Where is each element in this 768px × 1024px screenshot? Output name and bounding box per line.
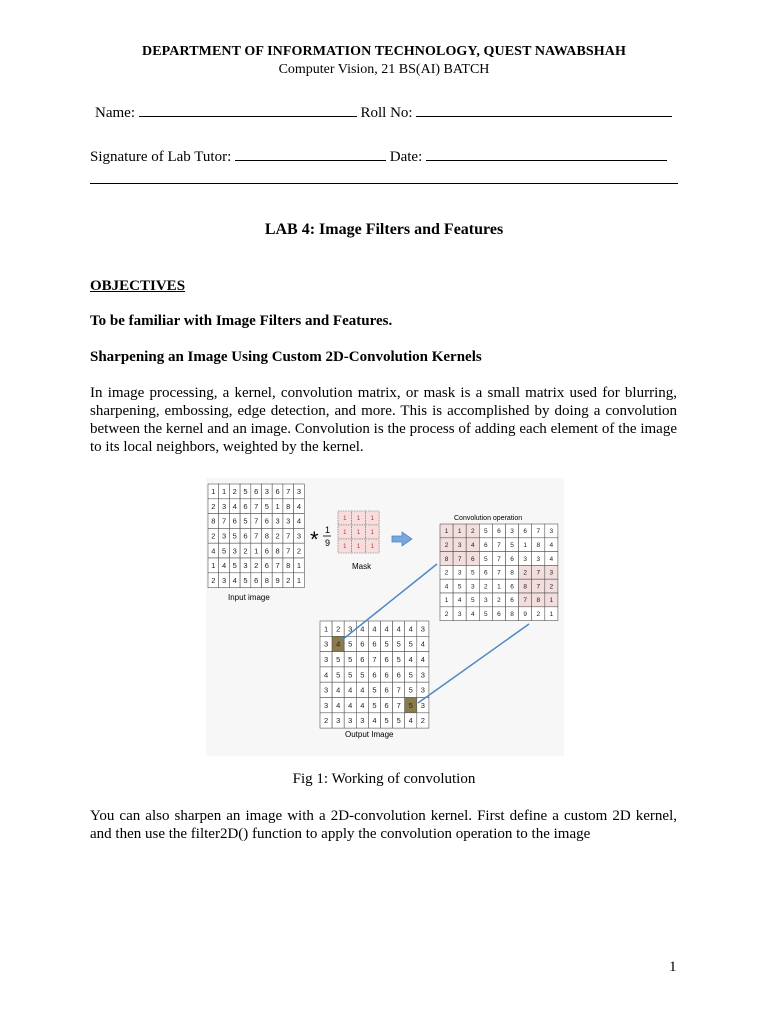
output-grid [320, 621, 429, 728]
grid-cell-value: 3 [323, 654, 329, 664]
fraction-numerator: 1 [325, 525, 331, 535]
grid-cell-value: 8 [275, 546, 280, 556]
roll-blank [416, 103, 672, 117]
grid-cell-value: 7 [396, 685, 401, 695]
grid-cell-value: 4 [408, 654, 413, 664]
grid-cell-value: 2 [444, 569, 449, 577]
grid-cell-value: 4 [296, 501, 302, 511]
grid-cell-value: 7 [254, 531, 259, 541]
grid-cell-value: 3 [420, 670, 425, 680]
grid-cell-value: 5 [243, 575, 248, 585]
grid-cell-value: 4 [348, 700, 353, 710]
grid-cell-value: 1 [370, 544, 374, 551]
grid-cell-value: 3 [360, 716, 365, 726]
grid-cell-value: 6 [372, 670, 377, 680]
input-image-label: Input image [228, 593, 270, 602]
grid-cell-value: 2 [497, 597, 501, 605]
grid-cell-value: 5 [396, 639, 401, 649]
grid-cell-value: 4 [420, 639, 425, 649]
grid-cell-value: 4 [408, 624, 413, 634]
grid-cell-value: 2 [444, 542, 449, 550]
grid-cell-value: 5 [336, 654, 341, 664]
grid-cell-value: 7 [497, 542, 501, 550]
grid-cell-value: 5 [336, 670, 341, 680]
grid-cell-value: 3 [470, 583, 475, 591]
grid-cell-value: 5 [408, 639, 413, 649]
grid-cell-value: 3 [420, 700, 425, 710]
grid-cell-value: 6 [275, 487, 280, 497]
grid-cell-value: 2 [275, 531, 280, 541]
grid-cell-value: 5 [243, 516, 248, 526]
grid-cell-value: 7 [286, 531, 291, 541]
grid-cell-value: 4 [360, 624, 365, 634]
grid-cell-value: 7 [275, 561, 280, 571]
grid-cell-value: 4 [457, 597, 462, 605]
grid-cell-value: 6 [523, 528, 527, 536]
grid-cell-value: 2 [286, 575, 291, 585]
grid-cell-value: 3 [275, 516, 280, 526]
grid-cell-value: 3 [510, 528, 514, 536]
grid-cell-value: 4 [221, 561, 227, 571]
grid-cell-value: 4 [336, 700, 341, 710]
name-label: Name: [95, 105, 135, 121]
grid-cell-value: 2 [336, 624, 341, 634]
grid-cell-value: 5 [484, 555, 488, 563]
grid-cell-value: 5 [408, 685, 413, 695]
signature-blank [235, 147, 386, 161]
grid-cell-value: 2 [211, 575, 216, 585]
grid-cell-value: 5 [484, 528, 488, 536]
grid-cell-value: 8 [536, 597, 541, 605]
grid-cell-value: 5 [384, 716, 389, 726]
grid-cell-value: 8 [510, 569, 514, 577]
grid-cell-value: 3 [221, 575, 227, 585]
grid-cell-value: 4 [232, 575, 237, 585]
output-image-label: Output Image [345, 730, 394, 739]
grid-cell-value: 6 [232, 516, 237, 526]
grid-cell-value: 6 [470, 555, 475, 563]
grid-cell-value: 1 [356, 530, 361, 537]
grid-cell-value: 3 [323, 685, 329, 695]
grid-cell-value: 1 [549, 611, 554, 619]
grid-cell-value: 4 [549, 542, 554, 550]
signature-label: Signature of Lab Tutor: [90, 149, 232, 165]
lab-title: LAB 4: Image Filters and Features [264, 221, 504, 238]
name-roll-line [95, 103, 672, 122]
grid-cell-value: 7 [286, 546, 291, 556]
grid-cell-value: 8 [444, 555, 449, 563]
grid-cell-value: 5 [360, 670, 365, 680]
grid-cell-value: 3 [221, 501, 227, 511]
grid-cell-value: 1 [254, 546, 259, 556]
grid-cell-value: 4 [444, 583, 449, 591]
grid-cell-value: 8 [523, 583, 527, 591]
intro-paragraph: In image processing, a kernel, convolution matrix, or mask is a small matrix used for blurring, sharpening, embossing, edge detection, and more. This is accomplished by doing a convolution between the kernel and an image. Convolution is the process of adding each element of the image to its local neighbors, weighted by the kernel. [90, 385, 677, 455]
grid-cell-value: 3 [243, 561, 248, 571]
grid-cell-value: 2 [232, 487, 237, 497]
grid-cell-value: 1 [444, 528, 449, 536]
grid-cell-value: 3 [296, 531, 302, 541]
grid-cell-value: 6 [510, 583, 514, 591]
grid-cell-value: 5 [396, 716, 401, 726]
grid-cell-value: 4 [232, 501, 237, 511]
grid-cell-value: 4 [549, 555, 554, 563]
grid-cell-value: 1 [457, 528, 462, 536]
grid-cell-value: 1 [296, 561, 302, 571]
grid-cell-value: 3 [323, 639, 329, 649]
grid-cell-value: 2 [536, 611, 541, 619]
grid-cell-value: 6 [264, 561, 269, 571]
grid-cell-value: 3 [348, 716, 353, 726]
grid-cell-value: 2 [323, 716, 329, 726]
input-grid [208, 484, 304, 588]
grid-cell-value: 5 [348, 670, 353, 680]
grid-cell-value: 6 [384, 670, 389, 680]
course-subtitle: Computer Vision, 21 BS(AI) BATCH [278, 62, 490, 77]
grid-cell-value: 3 [323, 700, 329, 710]
grid-cell-value: 2 [211, 501, 216, 511]
grid-cell-value: 4 [372, 624, 377, 634]
header-divider [90, 183, 678, 184]
grid-cell-value: 2 [211, 531, 216, 541]
department-header: DEPARTMENT OF INFORMATION TECHNOLOGY, QUEST NAWABSHAH [142, 44, 626, 59]
grid-cell-value: 6 [484, 569, 488, 577]
grid-cell-value: 5 [348, 639, 353, 649]
grid-cell-value: 5 [264, 501, 269, 511]
grid-cell-value: 5 [470, 569, 475, 577]
grid-cell-value: 5 [510, 542, 514, 550]
grid-cell-value: 6 [264, 546, 269, 556]
grid-cell-value: 1 [296, 575, 302, 585]
section-heading: Sharpening an Image Using Custom 2D-Convolution Kernels [90, 349, 482, 365]
grid-cell-value: 6 [510, 555, 514, 563]
grid-cell-value: 3 [286, 516, 291, 526]
grid-cell-value: 3 [536, 555, 541, 563]
grid-cell-value: 3 [420, 685, 425, 695]
grid-cell-value: 6 [360, 639, 365, 649]
grid-cell-value: 5 [408, 700, 413, 710]
grid-cell-value: 5 [408, 670, 413, 680]
grid-cell-value: 5 [396, 654, 401, 664]
grid-cell-value: 7 [457, 555, 462, 563]
grid-cell-value: 2 [523, 569, 527, 577]
grid-cell-value: 1 [221, 487, 227, 497]
grid-cell-value: 7 [254, 501, 259, 511]
grid-cell-value: 8 [510, 611, 514, 619]
grid-cell-value: 6 [264, 516, 269, 526]
grid-cell-value: 1 [549, 597, 554, 605]
grid-cell-value: 1 [523, 542, 527, 550]
grid-cell-value: 3 [457, 611, 462, 619]
convolution-operation-label: Convolution operation [454, 515, 523, 522]
grid-cell-value: 4 [384, 624, 389, 634]
grid-cell-value: 3 [232, 546, 237, 556]
grid-cell-value: 6 [396, 670, 401, 680]
grid-cell-value: 6 [254, 575, 259, 585]
grid-cell-value: 5 [470, 597, 475, 605]
grid-cell-value: 3 [549, 569, 554, 577]
grid-cell-value: 1 [323, 624, 329, 634]
grid-cell-value: 1 [211, 487, 216, 497]
grid-cell-value: 5 [232, 561, 237, 571]
grid-cell-value: 1 [444, 597, 449, 605]
grid-cell-value: 5 [384, 639, 389, 649]
grid-cell-value: 4 [470, 611, 475, 619]
grid-cell-value: 2 [549, 583, 554, 591]
grid-cell-value: 2 [254, 561, 259, 571]
grid-cell-value: 9 [275, 575, 280, 585]
grid-cell-value: 7 [254, 516, 259, 526]
grid-cell-value: 5 [243, 487, 248, 497]
grid-cell-value: 7 [286, 487, 291, 497]
grid-cell-value: 5 [221, 546, 227, 556]
grid-cell-value: 6 [243, 501, 248, 511]
grid-cell-value: 4 [296, 516, 302, 526]
grid-cell-value: 5 [484, 611, 488, 619]
grid-cell-value: 7 [536, 569, 541, 577]
grid-cell-value: 1 [343, 544, 347, 551]
date-blank [426, 147, 667, 161]
grid-cell-value: 5 [372, 700, 377, 710]
grid-cell-value: 5 [232, 531, 237, 541]
grid-cell-value: 4 [360, 685, 365, 695]
grid-cell-value: 2 [243, 546, 248, 556]
grid-cell-value: 2 [296, 546, 302, 556]
grid-cell-value: 1 [356, 516, 361, 523]
convolution-operation-grid [440, 524, 558, 621]
grid-cell-value: 3 [296, 487, 302, 497]
grid-cell-value: 1 [497, 583, 501, 591]
grid-cell-value: 1 [370, 516, 374, 523]
grid-cell-value: 6 [510, 597, 514, 605]
signature-date-line [90, 147, 667, 166]
grid-cell-value: 6 [360, 654, 365, 664]
grid-cell-value: 4 [211, 546, 216, 556]
grid-cell-value: 3 [457, 542, 462, 550]
grid-cell-value: 6 [497, 528, 501, 536]
grid-cell-value: 8 [286, 501, 291, 511]
grid-cell-value: 4 [470, 542, 475, 550]
grid-cell-value: 5 [372, 685, 377, 695]
grid-cell-value: 3 [420, 624, 425, 634]
grid-cell-value: 8 [286, 561, 291, 571]
closing-paragraph: You can also sharpen an image with a 2D-convolution kernel. First define a custom 2D kernel, and then use the filter2D() function to apply the convolution operation to the image [90, 808, 677, 842]
grid-cell-value: 8 [264, 575, 269, 585]
grid-cell-value: 8 [211, 516, 216, 526]
grid-cell-value: 3 [457, 569, 462, 577]
grid-cell-value: 1 [356, 544, 361, 551]
grid-cell-value: 6 [372, 639, 377, 649]
grid-cell-value: 7 [536, 528, 541, 536]
grid-cell-value: 4 [323, 670, 329, 680]
grid-cell-value: 1 [211, 561, 216, 571]
grid-cell-value: 2 [444, 611, 449, 619]
grid-cell-value: 7 [396, 700, 401, 710]
name-blank [139, 103, 357, 117]
convolution-operator: * [310, 527, 319, 552]
grid-cell-value: 7 [372, 654, 377, 664]
grid-cell-value: 6 [243, 531, 248, 541]
grid-cell-value: 1 [343, 530, 347, 537]
grid-cell-value: 7 [497, 569, 501, 577]
grid-cell-value: 3 [549, 528, 554, 536]
page-number: 1 [669, 959, 677, 975]
fraction-denominator: 9 [325, 538, 331, 548]
grid-cell-value: 4 [336, 685, 341, 695]
grid-cell-value: 3 [348, 624, 353, 634]
grid-cell-value: 6 [484, 542, 488, 550]
mask-label: Mask [352, 562, 372, 571]
grid-cell-value: 6 [384, 654, 389, 664]
grid-cell-value: 6 [254, 487, 259, 497]
convolution-figure [206, 478, 564, 756]
grid-cell-value: 6 [384, 685, 389, 695]
grid-cell-value: 7 [497, 555, 501, 563]
objectives-heading: OBJECTIVES [90, 278, 186, 294]
grid-cell-value: 2 [484, 583, 488, 591]
grid-cell-value: 5 [348, 654, 353, 664]
grid-cell-value: 7 [221, 516, 227, 526]
grid-cell-value: 7 [523, 597, 527, 605]
grid-cell-value: 4 [348, 685, 353, 695]
grid-cell-value: 3 [221, 531, 227, 541]
grid-cell-value: 4 [360, 700, 365, 710]
grid-cell-value: 4 [396, 624, 401, 634]
figure-caption: Fig 1: Working of convolution [292, 771, 476, 787]
grid-cell-value: 1 [343, 516, 347, 523]
roll-label: Roll No: [360, 105, 413, 121]
grid-cell-value: 3 [336, 716, 341, 726]
grid-cell-value: 3 [484, 597, 488, 605]
grid-cell-value: 7 [536, 583, 541, 591]
grid-cell-value: 4 [336, 639, 341, 649]
grid-cell-value: 3 [264, 487, 269, 497]
objective-text: To be familiar with Image Filters and Features. [90, 313, 393, 329]
grid-cell-value: 4 [420, 654, 425, 664]
date-label: Date: [389, 149, 423, 165]
grid-cell-value: 2 [420, 716, 425, 726]
grid-cell-value: 6 [497, 611, 501, 619]
grid-cell-value: 4 [372, 716, 377, 726]
grid-cell-value: 1 [275, 501, 280, 511]
grid-cell-value: 8 [536, 542, 541, 550]
grid-cell-value: 5 [457, 583, 462, 591]
grid-cell-value: 8 [264, 531, 269, 541]
grid-cell-value: 1 [370, 530, 374, 537]
mask-grid [338, 511, 379, 553]
grid-cell-value: 3 [523, 555, 527, 563]
grid-cell-value: 6 [384, 700, 389, 710]
grid-cell-value: 9 [523, 611, 527, 619]
grid-cell-value: 2 [470, 528, 475, 536]
grid-cell-value: 4 [408, 716, 413, 726]
